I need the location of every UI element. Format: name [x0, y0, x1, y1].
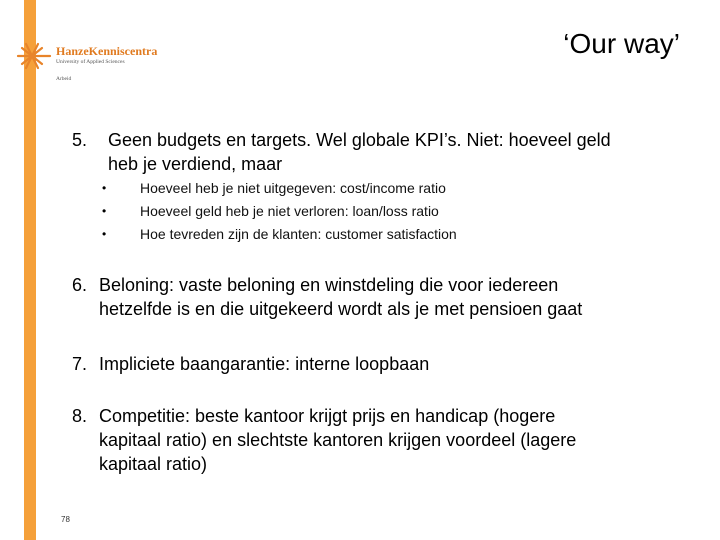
hanze-logo	[12, 36, 182, 96]
item-line: Geen budgets en targets. Wel globale KPI’s. Niet: hoeveel geld	[108, 130, 611, 150]
item-number: 8.	[72, 406, 88, 426]
item-number: 7.	[72, 354, 88, 374]
item-line: Competitie: beste kantoor krijgt prijs en handicap (hogere	[99, 406, 556, 426]
bullet-icon: •	[102, 204, 107, 218]
bullet-text: Hoeveel heb je niet uitgegeven: cost/income ratio	[140, 180, 446, 196]
item-text	[108, 128, 611, 176]
bullet-text: Hoe tevreden zijn de klanten: customer satisfaction	[140, 226, 457, 242]
logo-tag: Arbeid	[56, 76, 72, 82]
bullet-text: Hoeveel geld heb je niet verloren: loan/loss ratio	[140, 203, 439, 219]
hanze-logo-mark-icon	[12, 36, 56, 76]
item-line: kapitaal ratio)	[99, 454, 208, 474]
item-text	[99, 404, 576, 476]
item-number: 5.	[72, 130, 88, 150]
item-line: Impliciete baangarantie: interne loopbaan	[99, 354, 430, 374]
item-text	[99, 273, 582, 321]
bullet-icon: •	[102, 181, 107, 195]
item-number: 6.	[72, 275, 88, 295]
logo-subtitle: University of Applied Sciences	[56, 59, 125, 65]
logo-name: HanzeKenniscentra	[56, 44, 158, 58]
slide-title: ‘Our way’	[563, 28, 680, 59]
bullet-icon: •	[102, 227, 107, 241]
item-line: Beloning: vaste beloning en winstdeling die voor iedereen	[99, 275, 559, 295]
item-line: heb je verdiend, maar	[108, 154, 283, 174]
item-line: kapitaal ratio) en slechtste kantoren krijgen voordeel (lagere	[99, 430, 577, 450]
page-number: 78	[61, 515, 70, 524]
item-line: hetzelfde is en die uitgekeerd wordt als je met pensioen gaat	[99, 299, 583, 319]
item-text	[99, 352, 429, 376]
